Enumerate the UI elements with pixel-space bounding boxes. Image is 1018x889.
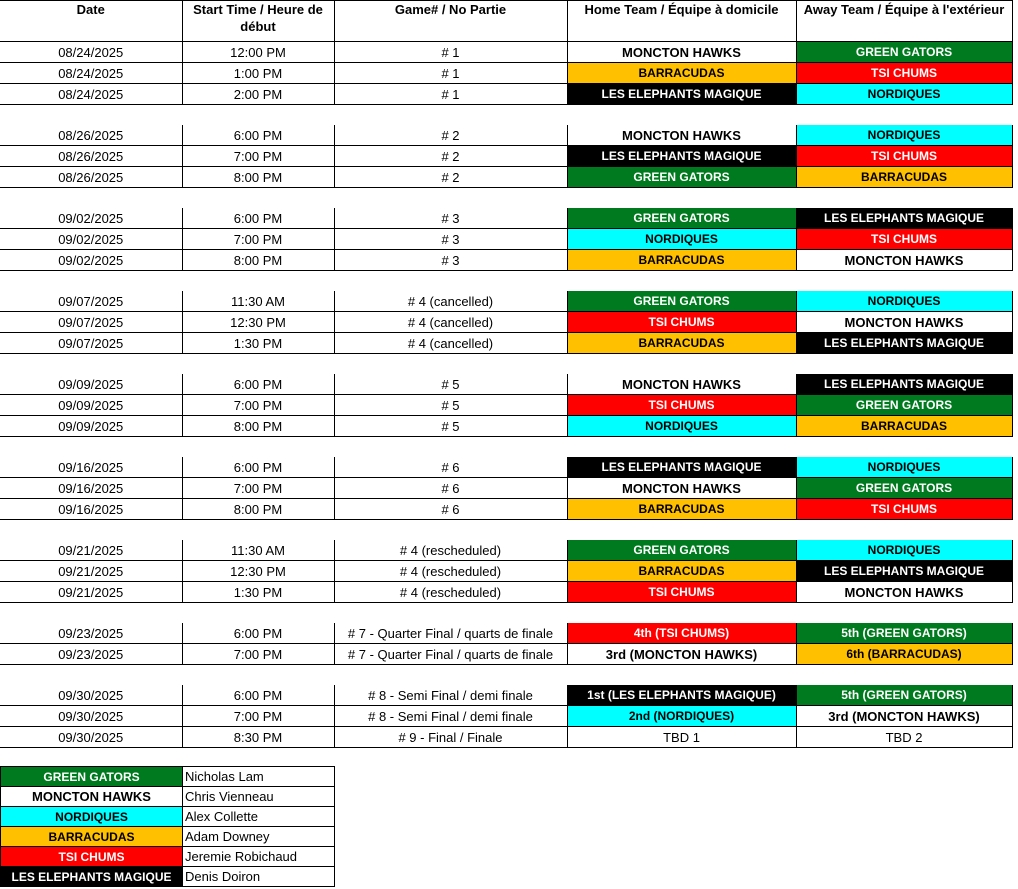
spacer-cell xyxy=(182,665,334,686)
home-team-cell: 3rd (MONCTON HAWKS) xyxy=(567,644,796,665)
home-team-cell: BARRACUDAS xyxy=(567,63,796,84)
game-cell: # 3 xyxy=(334,250,567,271)
time-cell: 6:00 PM xyxy=(182,623,334,644)
legend-row xyxy=(1,807,335,827)
away-team-cell: LES ELEPHANTS MAGIQUE xyxy=(796,208,1012,229)
header-away-team: Away Team / Équipe à l'extérieur xyxy=(796,1,1012,42)
time-cell: 1:30 PM xyxy=(182,582,334,603)
away-team-cell: TSI CHUMS xyxy=(796,63,1012,84)
game-cell: # 1 xyxy=(334,63,567,84)
home-team-cell: LES ELEPHANTS MAGIQUE xyxy=(567,146,796,167)
game-row xyxy=(0,374,1012,395)
spacer-cell xyxy=(334,437,567,458)
home-team-cell: TSI CHUMS xyxy=(567,312,796,333)
legend-team: GREEN GATORS xyxy=(1,767,183,787)
legend-row xyxy=(1,827,335,847)
spacer-cell xyxy=(567,105,796,126)
home-team-cell: MONCTON HAWKS xyxy=(567,125,796,146)
time-cell: 8:30 PM xyxy=(182,727,334,748)
legend-body xyxy=(1,767,335,887)
spacer-cell xyxy=(567,520,796,541)
date-cell: 09/30/2025 xyxy=(0,727,182,748)
game-row xyxy=(0,250,1012,271)
spacer-cell xyxy=(796,520,1012,541)
date-cell: 09/09/2025 xyxy=(0,395,182,416)
header-home-team: Home Team / Équipe à domicile xyxy=(567,1,796,42)
game-row xyxy=(0,727,1012,748)
away-team-cell: TBD 2 xyxy=(796,727,1012,748)
home-team-cell: NORDIQUES xyxy=(567,416,796,437)
legend-team: TSI CHUMS xyxy=(1,847,183,867)
date-cell: 09/09/2025 xyxy=(0,416,182,437)
game-cell: # 1 xyxy=(334,42,567,63)
away-team-cell: GREEN GATORS xyxy=(796,42,1012,63)
game-row xyxy=(0,644,1012,665)
spacer-cell xyxy=(182,437,334,458)
time-cell: 8:00 PM xyxy=(182,167,334,188)
home-team-cell: BARRACUDAS xyxy=(567,250,796,271)
spacer-row xyxy=(0,271,1012,292)
away-team-cell: LES ELEPHANTS MAGIQUE xyxy=(796,333,1012,354)
home-team-cell: 1st (LES ELEPHANTS MAGIQUE) xyxy=(567,685,796,706)
time-cell: 2:00 PM xyxy=(182,84,334,105)
game-row xyxy=(0,582,1012,603)
game-row xyxy=(0,499,1012,520)
legend-row xyxy=(1,787,335,807)
home-team-cell: TBD 1 xyxy=(567,727,796,748)
time-cell: 8:00 PM xyxy=(182,250,334,271)
game-cell: # 3 xyxy=(334,229,567,250)
date-cell: 09/16/2025 xyxy=(0,457,182,478)
game-cell: # 4 (rescheduled) xyxy=(334,561,567,582)
spacer-row xyxy=(0,520,1012,541)
date-cell: 09/30/2025 xyxy=(0,685,182,706)
header-game: Game# / No Partie xyxy=(334,1,567,42)
date-cell: 09/02/2025 xyxy=(0,229,182,250)
spacer-cell xyxy=(567,271,796,292)
legend-contact: Nicholas Lam xyxy=(183,767,335,787)
date-cell: 09/02/2025 xyxy=(0,208,182,229)
date-cell: 09/30/2025 xyxy=(0,706,182,727)
game-row xyxy=(0,291,1012,312)
date-cell: 09/21/2025 xyxy=(0,582,182,603)
date-cell: 09/07/2025 xyxy=(0,291,182,312)
game-cell: # 8 - Semi Final / demi finale xyxy=(334,706,567,727)
time-cell: 12:00 PM xyxy=(182,42,334,63)
away-team-cell: 3rd (MONCTON HAWKS) xyxy=(796,706,1012,727)
spacer-cell xyxy=(0,188,182,209)
spacer-cell xyxy=(334,354,567,375)
spacer-row xyxy=(0,188,1012,209)
game-row xyxy=(0,312,1012,333)
away-team-cell: LES ELEPHANTS MAGIQUE xyxy=(796,561,1012,582)
legend-team: NORDIQUES xyxy=(1,807,183,827)
home-team-cell: BARRACUDAS xyxy=(567,561,796,582)
date-cell: 08/24/2025 xyxy=(0,42,182,63)
legend-row xyxy=(1,847,335,867)
legend-contact: Alex Collette xyxy=(183,807,335,827)
spacer-cell xyxy=(182,603,334,624)
spacer-cell xyxy=(334,271,567,292)
home-team-cell: GREEN GATORS xyxy=(567,167,796,188)
time-cell: 6:00 PM xyxy=(182,374,334,395)
home-team-cell: LES ELEPHANTS MAGIQUE xyxy=(567,457,796,478)
game-cell: # 6 xyxy=(334,478,567,499)
spacer-row xyxy=(0,603,1012,624)
away-team-cell: MONCTON HAWKS xyxy=(796,312,1012,333)
spacer-cell xyxy=(182,520,334,541)
legend-contact: Chris Vienneau xyxy=(183,787,335,807)
game-row xyxy=(0,146,1012,167)
date-cell: 08/24/2025 xyxy=(0,63,182,84)
game-row xyxy=(0,561,1012,582)
home-team-cell: 4th (TSI CHUMS) xyxy=(567,623,796,644)
legend-contact: Adam Downey xyxy=(183,827,335,847)
time-cell: 6:00 PM xyxy=(182,685,334,706)
spacer-cell xyxy=(182,271,334,292)
header-start-time: Start Time / Heure de début xyxy=(182,1,334,42)
spacer-cell xyxy=(0,603,182,624)
game-cell: # 5 xyxy=(334,416,567,437)
game-row xyxy=(0,42,1012,63)
spacer-cell xyxy=(0,105,182,126)
game-cell: # 4 (cancelled) xyxy=(334,333,567,354)
time-cell: 6:00 PM xyxy=(182,125,334,146)
spacer-cell xyxy=(334,603,567,624)
away-team-cell: LES ELEPHANTS MAGIQUE xyxy=(796,374,1012,395)
home-team-cell: 2nd (NORDIQUES) xyxy=(567,706,796,727)
home-team-cell: MONCTON HAWKS xyxy=(567,374,796,395)
date-cell: 08/24/2025 xyxy=(0,84,182,105)
home-team-cell: LES ELEPHANTS MAGIQUE xyxy=(567,84,796,105)
legend-team: BARRACUDAS xyxy=(1,827,183,847)
away-team-cell: TSI CHUMS xyxy=(796,229,1012,250)
game-cell: # 4 (rescheduled) xyxy=(334,540,567,561)
away-team-cell: BARRACUDAS xyxy=(796,167,1012,188)
home-team-cell: MONCTON HAWKS xyxy=(567,478,796,499)
spacer-cell xyxy=(0,271,182,292)
date-cell: 09/23/2025 xyxy=(0,644,182,665)
time-cell: 7:00 PM xyxy=(182,229,334,250)
game-row xyxy=(0,167,1012,188)
date-cell: 09/21/2025 xyxy=(0,540,182,561)
away-team-cell: NORDIQUES xyxy=(796,540,1012,561)
game-cell: # 4 (cancelled) xyxy=(334,312,567,333)
game-row xyxy=(0,229,1012,250)
game-cell: # 6 xyxy=(334,457,567,478)
game-row xyxy=(0,84,1012,105)
time-cell: 6:00 PM xyxy=(182,208,334,229)
date-cell: 09/16/2025 xyxy=(0,499,182,520)
game-cell: # 8 - Semi Final / demi finale xyxy=(334,685,567,706)
game-cell: # 1 xyxy=(334,84,567,105)
game-row xyxy=(0,63,1012,84)
home-team-cell: TSI CHUMS xyxy=(567,582,796,603)
game-cell: # 4 (cancelled) xyxy=(334,291,567,312)
spacer-row xyxy=(0,437,1012,458)
game-row xyxy=(0,623,1012,644)
spacer-cell xyxy=(796,354,1012,375)
spacer-cell xyxy=(182,105,334,126)
time-cell: 7:00 PM xyxy=(182,644,334,665)
away-team-cell: NORDIQUES xyxy=(796,125,1012,146)
spacer-row xyxy=(0,665,1012,686)
away-team-cell: 5th (GREEN GATORS) xyxy=(796,623,1012,644)
date-cell: 08/26/2025 xyxy=(0,146,182,167)
home-team-cell: BARRACUDAS xyxy=(567,333,796,354)
date-cell: 09/23/2025 xyxy=(0,623,182,644)
away-team-cell: NORDIQUES xyxy=(796,84,1012,105)
legend-team: LES ELEPHANTS MAGIQUE xyxy=(1,867,183,887)
away-team-cell: TSI CHUMS xyxy=(796,499,1012,520)
spacer-row xyxy=(0,105,1012,126)
legend-contact: Jeremie Robichaud xyxy=(183,847,335,867)
time-cell: 7:00 PM xyxy=(182,706,334,727)
game-row xyxy=(0,416,1012,437)
time-cell: 11:30 AM xyxy=(182,291,334,312)
game-row xyxy=(0,706,1012,727)
spacer-cell xyxy=(334,188,567,209)
spacer-cell xyxy=(567,354,796,375)
header-row xyxy=(0,1,1012,42)
time-cell: 7:00 PM xyxy=(182,478,334,499)
time-cell: 8:00 PM xyxy=(182,499,334,520)
schedule-body xyxy=(0,1,1012,748)
away-team-cell: MONCTON HAWKS xyxy=(796,250,1012,271)
spacer-cell xyxy=(182,354,334,375)
spacer-row xyxy=(0,354,1012,375)
legend-row xyxy=(1,767,335,787)
spacer-cell xyxy=(796,188,1012,209)
spacer-cell xyxy=(182,188,334,209)
legend-row xyxy=(1,867,335,887)
spacer-cell xyxy=(0,354,182,375)
game-cell: # 2 xyxy=(334,146,567,167)
home-team-cell: GREEN GATORS xyxy=(567,540,796,561)
spacer-cell xyxy=(796,603,1012,624)
home-team-cell: MONCTON HAWKS xyxy=(567,42,796,63)
game-row xyxy=(0,540,1012,561)
time-cell: 8:00 PM xyxy=(182,416,334,437)
away-team-cell: 5th (GREEN GATORS) xyxy=(796,685,1012,706)
game-cell: # 3 xyxy=(334,208,567,229)
spacer-cell xyxy=(567,437,796,458)
game-cell: # 7 - Quarter Final / quarts de finale xyxy=(334,644,567,665)
game-cell: # 2 xyxy=(334,125,567,146)
spacer-cell xyxy=(796,271,1012,292)
time-cell: 6:00 PM xyxy=(182,457,334,478)
legend-team: MONCTON HAWKS xyxy=(1,787,183,807)
time-cell: 12:30 PM xyxy=(182,561,334,582)
spacer-cell xyxy=(0,520,182,541)
time-cell: 7:00 PM xyxy=(182,146,334,167)
away-team-cell: GREEN GATORS xyxy=(796,478,1012,499)
spacer-cell xyxy=(796,665,1012,686)
game-row xyxy=(0,208,1012,229)
home-team-cell: GREEN GATORS xyxy=(567,291,796,312)
date-cell: 09/02/2025 xyxy=(0,250,182,271)
date-cell: 09/16/2025 xyxy=(0,478,182,499)
spacer-cell xyxy=(334,105,567,126)
spacer-cell xyxy=(796,105,1012,126)
home-team-cell: TSI CHUMS xyxy=(567,395,796,416)
time-cell: 12:30 PM xyxy=(182,312,334,333)
away-team-cell: BARRACUDAS xyxy=(796,416,1012,437)
game-cell: # 6 xyxy=(334,499,567,520)
away-team-cell: NORDIQUES xyxy=(796,457,1012,478)
date-cell: 09/09/2025 xyxy=(0,374,182,395)
away-team-cell: MONCTON HAWKS xyxy=(796,582,1012,603)
spacer-cell xyxy=(334,520,567,541)
time-cell: 1:30 PM xyxy=(182,333,334,354)
date-cell: 09/07/2025 xyxy=(0,312,182,333)
date-cell: 08/26/2025 xyxy=(0,125,182,146)
game-cell: # 5 xyxy=(334,374,567,395)
spacer-cell xyxy=(334,665,567,686)
game-row xyxy=(0,125,1012,146)
away-team-cell: 6th (BARRACUDAS) xyxy=(796,644,1012,665)
game-cell: # 4 (rescheduled) xyxy=(334,582,567,603)
spacer-cell xyxy=(796,437,1012,458)
legend-table xyxy=(0,766,335,887)
spacer-cell xyxy=(567,188,796,209)
date-cell: 09/21/2025 xyxy=(0,561,182,582)
time-cell: 11:30 AM xyxy=(182,540,334,561)
game-row xyxy=(0,457,1012,478)
game-row xyxy=(0,395,1012,416)
spacer-cell xyxy=(567,665,796,686)
game-row xyxy=(0,478,1012,499)
date-cell: 09/07/2025 xyxy=(0,333,182,354)
time-cell: 1:00 PM xyxy=(182,63,334,84)
time-cell: 7:00 PM xyxy=(182,395,334,416)
spacer-cell xyxy=(0,665,182,686)
away-team-cell: GREEN GATORS xyxy=(796,395,1012,416)
home-team-cell: GREEN GATORS xyxy=(567,208,796,229)
away-team-cell: TSI CHUMS xyxy=(796,146,1012,167)
spacer-cell xyxy=(567,603,796,624)
game-row xyxy=(0,685,1012,706)
game-cell: # 7 - Quarter Final / quarts de finale xyxy=(334,623,567,644)
game-cell: # 5 xyxy=(334,395,567,416)
header-date: Date xyxy=(0,1,182,42)
away-team-cell: NORDIQUES xyxy=(796,291,1012,312)
game-cell: # 9 - Final / Finale xyxy=(334,727,567,748)
home-team-cell: NORDIQUES xyxy=(567,229,796,250)
date-cell: 08/26/2025 xyxy=(0,167,182,188)
game-row xyxy=(0,333,1012,354)
legend-contact: Denis Doiron xyxy=(183,867,335,887)
game-cell: # 2 xyxy=(334,167,567,188)
spacer-cell xyxy=(0,437,182,458)
home-team-cell: BARRACUDAS xyxy=(567,499,796,520)
